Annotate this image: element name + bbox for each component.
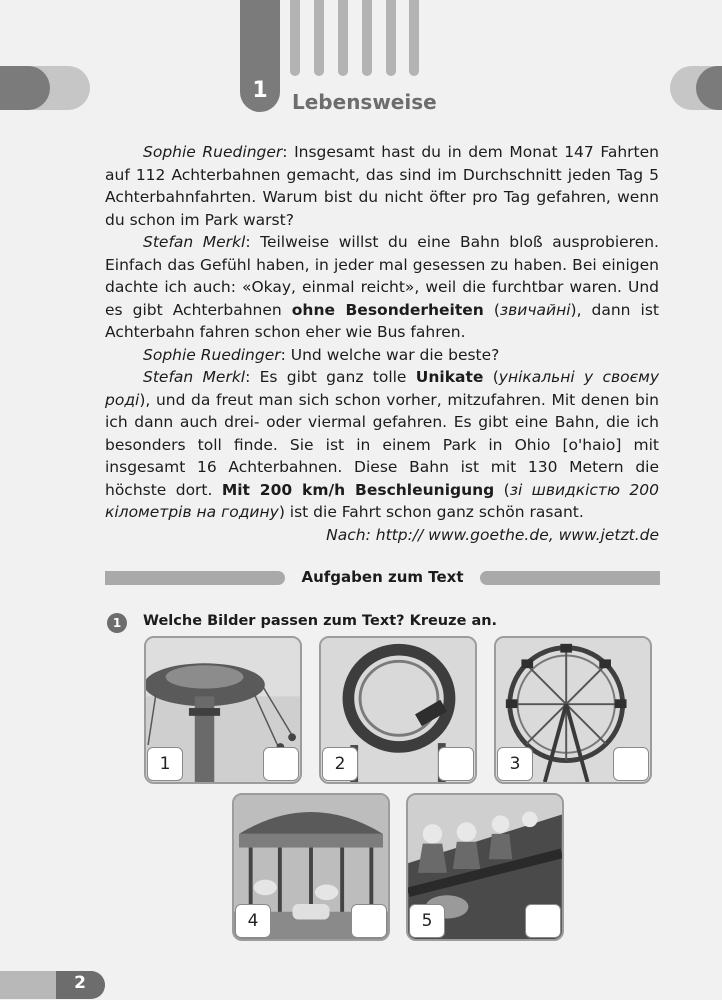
header-stripe <box>409 0 419 76</box>
vocab-term: Unikate <box>415 368 484 386</box>
header-stripe <box>314 0 324 76</box>
header-stripe <box>338 0 348 76</box>
picture-number: 1 <box>147 747 183 781</box>
picture-number: 4 <box>235 904 271 938</box>
task-instruction: Welche Bilder passen zum Text? Kreuze an. <box>143 613 498 629</box>
speaker-name: Sophie Ruedinger <box>143 143 283 161</box>
paragraph <box>105 231 659 344</box>
interview-text <box>105 141 659 546</box>
task-number-badge: 1 <box>107 613 127 633</box>
speaker-name: Stefan Merkl <box>143 368 246 386</box>
vocab-translation: унікальні у своєму роді <box>105 368 660 409</box>
answer-checkbox[interactable] <box>351 904 387 938</box>
paragraph-text: ) ist die Fahrt schon ganz schön rasant. <box>278 503 584 521</box>
paren: ( <box>483 300 500 319</box>
picture-card-1 <box>144 636 302 784</box>
picture-number: 3 <box>497 747 533 781</box>
paragraph <box>105 141 659 231</box>
picture-number: 2 <box>322 747 358 781</box>
paragraph <box>105 366 659 524</box>
answer-checkbox[interactable] <box>613 747 649 781</box>
paragraph-text: ), und da freut man sich schon vorher, mitzufahren. Mit denen bin ich dann auch drei- oder viermal gefahren. Es gibt eine Bahn, die ich besonders toll finde. Sie ist in einem Park in Ohio [o'haio] mit insgesamt 16 Achterbahnen. Diese Bahn ist mit 130 Metern die höchste dort. <box>105 390 659 499</box>
speaker-name: Sophie Ruedinger <box>143 345 281 364</box>
header-decoration-left-dark <box>0 66 50 110</box>
source-citation <box>105 524 659 547</box>
vocab-translation: звичайні <box>499 300 571 319</box>
header-stripe <box>290 0 300 76</box>
picture-card-5 <box>406 793 564 941</box>
answer-checkbox[interactable] <box>263 747 299 781</box>
page-number: 2 <box>74 973 86 993</box>
chapter-title: Lebensweise <box>292 90 437 114</box>
header-stripe <box>386 0 396 76</box>
paren: ( <box>483 368 499 386</box>
picture-card-2 <box>319 636 477 784</box>
answer-checkbox[interactable] <box>438 747 474 781</box>
vocab-term: Mit 200 km/h Beschleunigung <box>221 480 495 499</box>
section-bar-left <box>105 571 285 585</box>
vocab-term: ohne Besonderheiten <box>291 300 484 319</box>
picture-card-3 <box>494 636 652 784</box>
chapter-number: 1 <box>252 78 268 103</box>
paragraph-text: : Teilweise willst du eine Bahn bloß ausprobieren. Einfach das Gefühl haben, in jeder mal gesessen zu haben. Bei einigen dachte ich auch: «Okay, einmal reicht», weil die furchtbar waren. Und es gibt Achterbahnen <box>105 233 659 319</box>
speaker-name: Stefan Merkl <box>143 233 246 251</box>
paren: ( <box>494 480 510 499</box>
section-bar-right <box>480 571 660 585</box>
picture-number: 5 <box>409 904 445 938</box>
picture-card-4 <box>232 793 390 941</box>
source-text: Nach: http:// www.goethe.de, www.jetzt.de <box>326 525 659 544</box>
paragraph-text: ), dann ist Achterbahn fahren schon eher wie Bus fahren. <box>105 300 659 341</box>
header-stripe <box>362 0 372 76</box>
vocab-translation: зі швидкістю 200 кілометрів на годину <box>105 480 659 521</box>
section-title: Aufgaben zum Text <box>301 568 464 586</box>
paragraph-text: : Insgesamt hast du in dem Monat 147 Fahrten auf 112 Achterbahnen gemacht, das sind im Durchschnitt jeden Tag 5 Achterbahnfahrten. Warum bist du nicht öfter pro Tag gefahren, wenn du schon im Park warst? <box>105 143 659 229</box>
paragraph-text: : Es gibt ganz tolle <box>245 368 416 386</box>
paragraph <box>105 344 659 367</box>
answer-checkbox[interactable] <box>525 904 561 938</box>
paragraph-text: : Und welche war die beste? <box>280 345 500 364</box>
